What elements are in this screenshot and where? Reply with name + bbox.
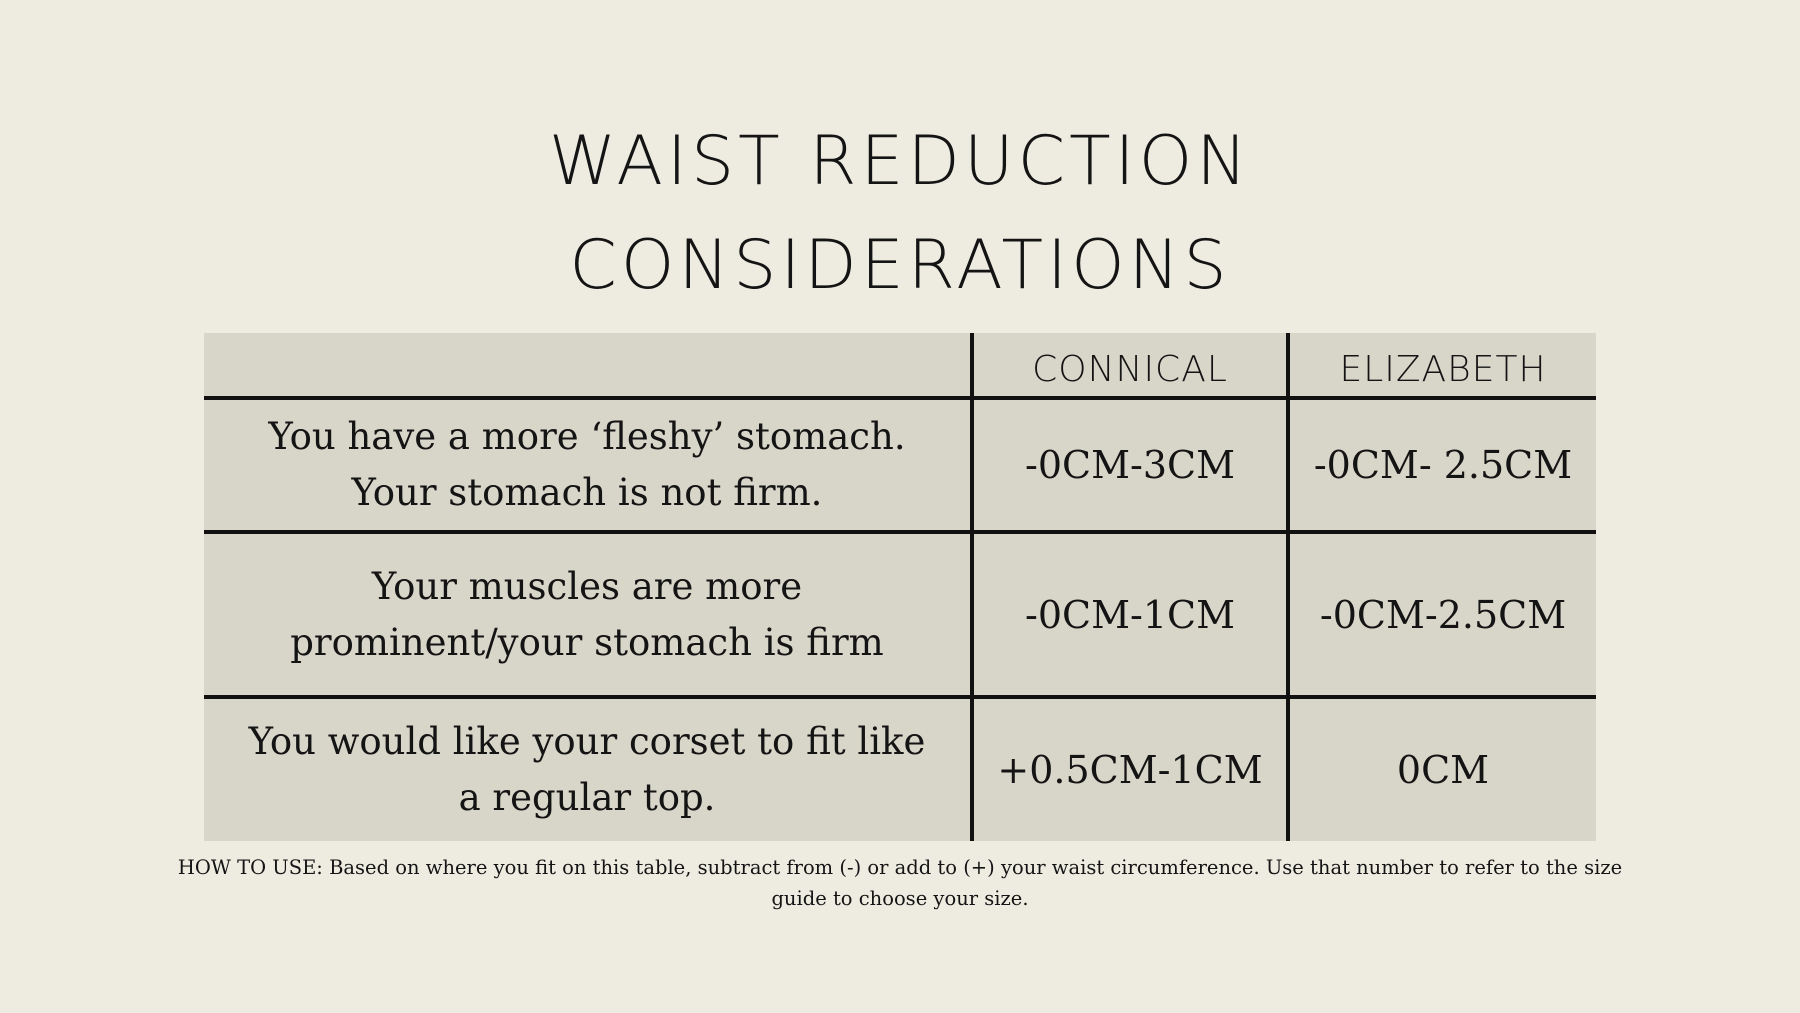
row-1-connical-value: -0CM-3CM: [1024, 443, 1235, 487]
row-divider-1: [204, 396, 1596, 400]
column-divider-1: [970, 333, 974, 841]
row-divider-3: [204, 695, 1596, 699]
title-line-1: WAIST REDUCTION: [548, 122, 1252, 201]
how-to-use-note: HOW TO USE: Based on where you fit on this table, subtract from (-) or add to (+) your waist circumference. Use that number to refer to the size guide to choose your size.: [177, 856, 1623, 910]
row-1-elizabeth-value: -0CM- 2.5CM: [1313, 443, 1573, 487]
row-2-label-line-1: Your muscles are more: [371, 564, 803, 608]
header-empty-cell: [204, 333, 970, 396]
row-1-label-line-1: You have a more ‘fleshy’ stomach.: [268, 415, 906, 458]
page-title: [0, 110, 1800, 318]
header-connical: CONNICAL: [1032, 349, 1228, 390]
row-3-label-line-2: a regular top.: [458, 776, 716, 819]
column-divider-2: [1286, 333, 1290, 841]
row-2-elizabeth-value: -0CM-2.5CM: [1319, 592, 1567, 637]
waist-reduction-table: [204, 333, 1596, 841]
row-3-connical-value: +0.5CM-1CM: [997, 748, 1263, 792]
header-elizabeth: ELIZABETH: [1339, 349, 1547, 390]
row-2-connical-value: -0CM-1CM: [1024, 592, 1235, 637]
row-divider-2: [204, 530, 1596, 534]
table-row-2-label: [204, 534, 970, 695]
row-3-label-line-1: You would like your corset to fit like: [248, 720, 926, 763]
row-3-elizabeth-value: 0CM: [1396, 748, 1490, 792]
table-row-3-label: [204, 699, 970, 841]
row-2-label-line-2: prominent/your stomach is firm: [290, 620, 884, 664]
title-line-2: CONSIDERATIONS: [569, 226, 1231, 305]
table-row-1-label: [204, 400, 970, 530]
row-1-label-line-2: Your stomach is not firm.: [351, 471, 823, 514]
